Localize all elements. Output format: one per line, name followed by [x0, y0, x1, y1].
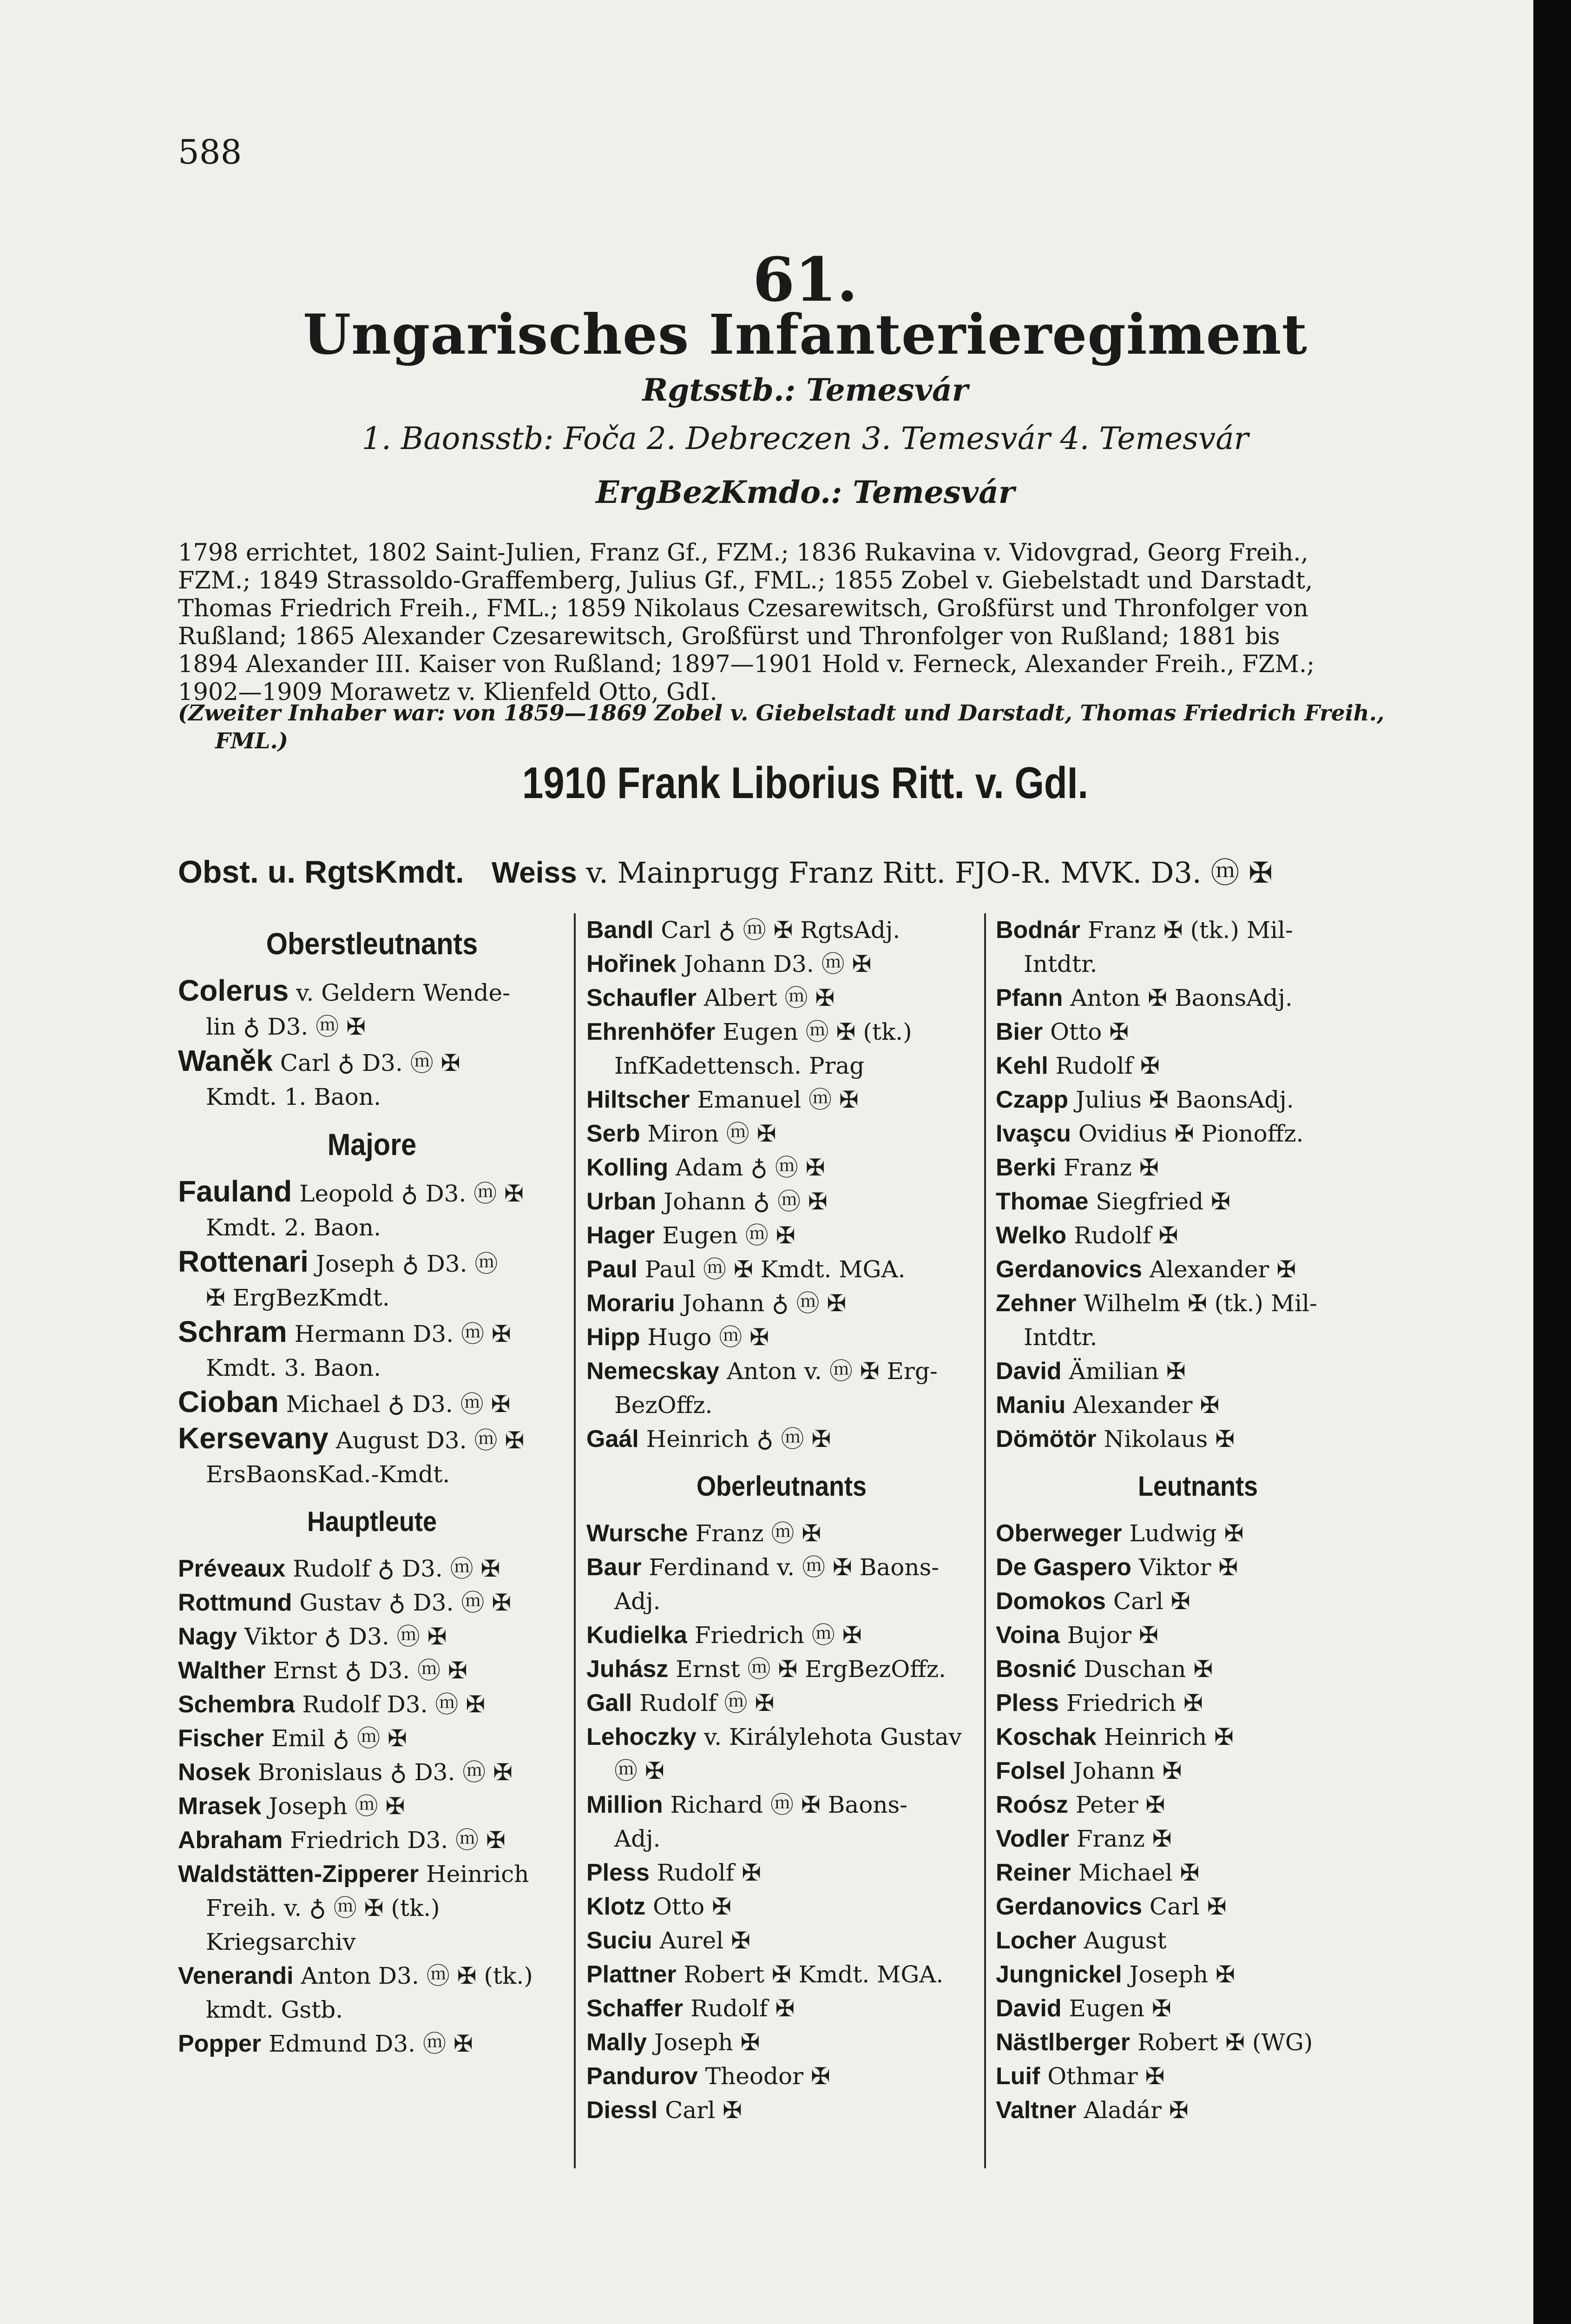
- officer-surname: Paul: [586, 1256, 638, 1283]
- officer-details: Michael ♁ D3. ⓜ ✠: [278, 1391, 511, 1418]
- regiment-title: Ungarisches Infanterieregiment: [303, 302, 1308, 367]
- officer-surname: Schram: [178, 1315, 287, 1348]
- officer-details-continued: Intdtr.: [1024, 951, 1098, 977]
- officer-details-continued: ⓜ ✠: [614, 1757, 664, 1784]
- officer-surname: Hiltscher: [586, 1086, 690, 1113]
- officer-entry: [178, 1688, 566, 1722]
- officer-details: Paul ⓜ ✠ Kmdt. MGA.: [637, 1256, 906, 1283]
- officer-details: v. Geldern Wende-: [289, 979, 510, 1006]
- officer-details: Johann ♁ ⓜ ✠: [656, 1188, 828, 1215]
- officer-entry: [996, 2026, 1400, 2060]
- officer-entry: [996, 1083, 1400, 1117]
- officer-details: Viktor ✠: [1131, 1554, 1238, 1581]
- commander-label: Obst. u. RgtsKmdt.: [178, 854, 464, 890]
- officer-details: Joseph ✠: [1122, 1961, 1235, 1988]
- page-number: 588: [178, 132, 242, 172]
- officer-details: Rudolf ✠: [1048, 1052, 1160, 1079]
- officer-entry: [996, 1517, 1400, 1551]
- history-line: FZM.; 1849 Strassoldo-Graffemberg, Julius Gf., FML.; 1855 Zobel v. Giebelstadt und Darstadt,: [178, 567, 1313, 594]
- officer-details: Johann D3. ⓜ ✠: [676, 951, 872, 977]
- officer-details: Bujor ✠: [1059, 1622, 1158, 1649]
- officer-entry: [586, 1083, 977, 1117]
- officer-surname: Pfann: [996, 984, 1063, 1011]
- officer-details: Carl ✠: [657, 2097, 742, 2124]
- officer-surname: Czapp: [996, 1086, 1068, 1113]
- officer-surname: Bandl: [586, 917, 654, 944]
- officer-surname: Plattner: [586, 1961, 677, 1988]
- officer-details: Othmar ✠: [1040, 2063, 1165, 2090]
- regiment-staff-location: Rgtsstb.: Temesvár: [642, 372, 968, 408]
- officer-surname: Nagy: [178, 1623, 237, 1650]
- officer-surname: Waldstätten-Zipperer: [178, 1861, 419, 1888]
- officer-details: Anton v. ⓜ ✠ Erg-: [719, 1358, 938, 1385]
- officer-details: Carl ♁ D3. ⓜ ✠: [272, 1050, 460, 1076]
- officer-details: Heinrich ♁ ⓜ ✠: [638, 1426, 831, 1452]
- officer-entry: [996, 1720, 1400, 1754]
- battalion-locations: 1. Baonsstb: Foča 2. Debreczen 3. Temesvár 4. Temesvár: [362, 421, 1249, 456]
- officer-surname: Walther: [178, 1657, 266, 1684]
- section-heading-oberleutnants: Oberleutnants: [696, 1471, 867, 1502]
- officer-details: Eugen ⓜ ✠ (tk.): [715, 1018, 912, 1045]
- officer-details-continued: ✠ ErgBezKmdt.: [206, 1284, 390, 1311]
- column-1: [178, 913, 566, 2061]
- officer-surname: Maniu: [996, 1392, 1066, 1419]
- officer-details: Anton D3. ⓜ ✠ (tk.): [293, 1962, 533, 1989]
- officer-entry: [996, 913, 1400, 981]
- officer-details: Hermann D3. ⓜ ✠: [287, 1320, 511, 1347]
- officer-surname: Schaufler: [586, 984, 697, 1011]
- history-line: Rußland; 1865 Alexander Czesarewitsch, Großfürst und Thronfolger von Rußland; 1881 bis: [178, 623, 1280, 650]
- officer-details: Rudolf ✠: [649, 1859, 762, 1886]
- officer-entry: [178, 2027, 566, 2061]
- officer-entry: [586, 1992, 977, 2026]
- officer-details: Joseph ✠: [647, 2029, 760, 2056]
- officer-details: Joseph ♁ D3. ⓜ: [308, 1250, 498, 1277]
- officer-entry: [178, 1552, 566, 1586]
- officer-details: Ernst ⓜ ✠ ErgBezOffz.: [668, 1656, 946, 1683]
- officer-surname: Pless: [586, 1859, 650, 1886]
- commander-line: [178, 850, 1433, 891]
- officer-entry: [586, 981, 977, 1015]
- officer-entry: [996, 1151, 1400, 1185]
- officer-surname: Reiner: [996, 1859, 1071, 1886]
- officer-surname: Zehner: [996, 1290, 1077, 1317]
- officer-surname: Oberweger: [996, 1520, 1122, 1547]
- officer-entry: [996, 1958, 1400, 1992]
- officer-details: Eugen ✠: [1061, 1995, 1171, 2022]
- officer-entry: [996, 1253, 1400, 1287]
- officer-details: Friedrich ⓜ ✠: [687, 1622, 862, 1649]
- officer-surname: Welko: [996, 1222, 1067, 1249]
- officer-details: Leopold ♁ D3. ⓜ ✠: [292, 1180, 524, 1207]
- officer-surname: Mrasek: [178, 1793, 262, 1820]
- regiment-owner: 1910 Frank Liborius Ritt. v. GdI.: [522, 758, 1089, 808]
- officer-details: Nikolaus ✠: [1096, 1426, 1235, 1452]
- officer-details-continued: BezOffz.: [614, 1392, 713, 1419]
- column-divider: [984, 913, 986, 2168]
- officer-details: Miron ⓜ ✠: [640, 1120, 776, 1147]
- officer-details: Theodor ✠: [697, 2063, 830, 2090]
- officer-entry: [996, 2060, 1400, 2093]
- officer-entry: [996, 2093, 1400, 2127]
- officer-details: Emil ♁ ⓜ ✠: [263, 1725, 407, 1752]
- officer-details-continued: Freih. v. ♁ ⓜ ✠ (tk.): [206, 1895, 440, 1921]
- officer-details: Ovidius ✠ Pionoffz.: [1071, 1120, 1304, 1147]
- officer-surname: Jungnickel: [996, 1961, 1122, 1988]
- officer-details: Franz ⓜ ✠: [688, 1520, 822, 1547]
- officer-details: Ludwig ✠: [1122, 1520, 1244, 1547]
- officer-entry: [586, 1618, 977, 1652]
- officer-surname: Domokos: [996, 1588, 1106, 1615]
- regiment-number: 61.: [752, 244, 858, 315]
- officer-entry: [586, 1788, 977, 1856]
- officer-entry: [996, 1856, 1400, 1890]
- officer-surname: Bosnić: [996, 1656, 1077, 1683]
- history-paragraph: [178, 539, 1391, 706]
- officer-details-continued: Adj.: [614, 1825, 661, 1852]
- officer-entry: [996, 1788, 1400, 1822]
- officer-surname: Gaál: [586, 1426, 639, 1452]
- officer-entry: [996, 1015, 1400, 1049]
- officer-details-continued: Adj.: [614, 1588, 661, 1615]
- officer-details: Duschan ✠: [1076, 1656, 1213, 1683]
- officer-details: Ernst ♁ D3. ⓜ ✠: [265, 1657, 467, 1684]
- officer-details: Wilhelm ✠ (tk.) Mil-: [1076, 1290, 1317, 1317]
- officer-surname: David: [996, 1995, 1062, 2022]
- officer-surname: Lehoczky: [586, 1723, 697, 1750]
- officer-details: v. Királylehota Gustav: [696, 1723, 962, 1750]
- second-owner-note: [178, 700, 1391, 755]
- officer-details: Alexander ✠: [1065, 1392, 1220, 1419]
- officer-surname: David: [996, 1358, 1062, 1385]
- officer-entry: [996, 1618, 1400, 1652]
- officer-entry: [586, 1890, 977, 1924]
- officer-details-continued: Intdtr.: [1024, 1324, 1098, 1351]
- ergbez-command: ErgBezKmdo.: Temesvár: [596, 474, 1015, 510]
- officer-surname: Schembra: [178, 1691, 295, 1718]
- officer-details-continued: Kmdt. 3. Baon.: [206, 1354, 381, 1381]
- officer-details: Franz ✠ (tk.) Mil-: [1080, 917, 1293, 944]
- officer-details: Ämilian ✠: [1061, 1358, 1186, 1385]
- officer-entry: [586, 1320, 977, 1354]
- officer-entry: [586, 1015, 977, 1083]
- officer-surname: Bier: [996, 1018, 1043, 1045]
- officer-details: Edmund D3. ⓜ ✠: [261, 2030, 473, 2057]
- officer-entry: [178, 1385, 566, 1421]
- officer-entry: [586, 1422, 977, 1456]
- officer-entry: [996, 1551, 1400, 1585]
- officer-entry: [586, 1517, 977, 1551]
- officer-surname: Mally: [586, 2029, 647, 2056]
- officer-surname: Venerandi: [178, 1962, 294, 1989]
- officer-entry: [586, 913, 977, 947]
- officer-details: Joseph ⓜ ✠: [261, 1793, 405, 1820]
- officer-entry: [178, 1654, 566, 1688]
- officer-surname: Folsel: [996, 1757, 1066, 1784]
- officer-details: Franz ✠: [1069, 1825, 1172, 1852]
- officer-surname: De Gaspero: [996, 1554, 1131, 1581]
- officer-entry: [996, 1822, 1400, 1856]
- officer-details: Hugo ⓜ ✠: [640, 1324, 769, 1351]
- officer-surname: Suciu: [586, 1927, 652, 1954]
- officer-entry: [996, 1354, 1400, 1388]
- officer-details: Otto ✠: [645, 1893, 732, 1920]
- officer-details: Aurel ✠: [652, 1927, 751, 1954]
- officer-surname: Diessl: [586, 2097, 658, 2124]
- officer-entry: [586, 2026, 977, 2060]
- officer-entry: [586, 1686, 977, 1720]
- officer-entry: [178, 1857, 566, 1959]
- officer-details: Rudolf ⓜ ✠: [632, 1690, 775, 1717]
- officer-surname: Million: [586, 1791, 663, 1818]
- officer-details: Rudolf ♁ D3. ⓜ ✠: [285, 1555, 500, 1582]
- officer-entry: [996, 1890, 1400, 1924]
- officer-details: Rudolf ✠: [683, 1995, 795, 2022]
- officer-details: Gustav ♁ D3. ⓜ ✠: [292, 1589, 512, 1616]
- officer-details: Robert ✠ (WG): [1130, 2029, 1313, 2056]
- section-heading-hauptleute: Hauptleute: [307, 1506, 437, 1537]
- officer-entry: [586, 1117, 977, 1151]
- officer-details: Alexander ✠: [1142, 1256, 1296, 1283]
- officer-entry: [178, 1586, 566, 1620]
- officer-entry: [178, 1823, 566, 1857]
- officer-details: Anton ✠ BaonsAdj.: [1063, 984, 1293, 1011]
- officer-surname: Nästlberger: [996, 2029, 1130, 2056]
- officer-details: Heinrich ✠: [1096, 1723, 1234, 1750]
- officer-surname: Waněk: [178, 1044, 273, 1077]
- officer-surname: Juhász: [586, 1656, 669, 1683]
- officer-entry: [178, 1756, 566, 1789]
- officer-details-continued: kmdt. Gstb.: [206, 1996, 343, 2023]
- officer-entry: [996, 1388, 1400, 1422]
- officer-entry: [586, 947, 977, 981]
- commander-details: v. Mainprugg Franz Ritt. FJO-R. MVK. D3. ⓜ ✠: [586, 856, 1273, 890]
- officer-entry: [178, 1789, 566, 1823]
- officer-surname: Gerdanovics: [996, 1256, 1143, 1283]
- officer-entry: [586, 1287, 977, 1320]
- officer-entry: [996, 1652, 1400, 1686]
- officer-entry: [586, 1720, 977, 1788]
- officer-entry: [586, 1219, 977, 1253]
- column-2: [586, 913, 977, 2127]
- officer-surname: Wursche: [586, 1520, 688, 1547]
- officer-surname: Nosek: [178, 1759, 251, 1786]
- officer-entry: [178, 1959, 566, 2027]
- note-line: (Zweiter Inhaber war: von 1859—1869 Zobel v. Giebelstadt und Darstadt, Thomas Friedrich Freih.,: [178, 700, 1385, 726]
- officer-entry: [586, 1551, 977, 1618]
- history-line: 1798 errichtet, 1802 Saint-Julien, Franz Gf., FZM.; 1836 Rukavina v. Vidovgrad, Georg Freih.,: [178, 539, 1308, 567]
- officer-entry: [178, 974, 566, 1044]
- section-heading-leutnants: Leutnants: [1137, 1471, 1258, 1502]
- officer-entry: [586, 1856, 977, 1890]
- officer-details: Franz ✠: [1056, 1154, 1159, 1181]
- officer-surname: Serb: [586, 1120, 640, 1147]
- note-line: FML.): [215, 728, 289, 754]
- officer-surname: Ivaşcu: [996, 1120, 1071, 1147]
- officer-details: Aladár ✠: [1076, 2097, 1189, 2124]
- officer-entry: [996, 1287, 1400, 1354]
- officer-surname: Schaffer: [586, 1995, 684, 2022]
- officer-surname: Ehrenhöfer: [586, 1018, 716, 1045]
- officer-surname: Valtner: [996, 2097, 1077, 2124]
- officer-details: Bronislaus ♁ D3. ⓜ ✠: [250, 1759, 513, 1786]
- officer-surname: Fischer: [178, 1725, 264, 1752]
- officer-entry: [586, 2060, 977, 2093]
- officer-entry: [586, 1958, 977, 1992]
- officer-surname: Colerus: [178, 974, 289, 1007]
- officer-surname: Popper: [178, 2030, 262, 2057]
- officer-details: Siegfried ✠: [1088, 1188, 1230, 1215]
- officer-details: Rudolf D3. ⓜ ✠: [295, 1691, 486, 1718]
- officer-surname: Gerdanovics: [996, 1893, 1143, 1920]
- officer-details: Otto ✠: [1043, 1018, 1129, 1045]
- officer-details: Johann ♁ ⓜ ✠: [675, 1290, 847, 1317]
- officer-surname: Voina: [996, 1622, 1060, 1649]
- officer-details: Rudolf ✠: [1066, 1222, 1178, 1249]
- officer-surname: Hager: [586, 1222, 655, 1249]
- section-heading-majore: Majore: [327, 1127, 417, 1162]
- officer-entry: [996, 1117, 1400, 1151]
- officer-surname: Kehl: [996, 1052, 1048, 1079]
- officer-surname: Thomae: [996, 1188, 1089, 1215]
- officer-entry: [586, 2093, 977, 2127]
- officer-surname: Cioban: [178, 1385, 279, 1419]
- officer-surname: Hipp: [586, 1324, 640, 1351]
- officer-entry: [178, 1620, 566, 1654]
- officer-entry: [996, 1754, 1400, 1788]
- officer-details-continued: Kmdt. 2. Baon.: [206, 1214, 381, 1241]
- officer-entry: [586, 1354, 977, 1422]
- officer-surname: Bodnár: [996, 917, 1080, 944]
- history-line: 1902—1909 Morawetz v. Klienfeld Otto, GdI.: [178, 679, 717, 706]
- officer-details: Carl ✠: [1105, 1588, 1190, 1615]
- officer-details: August: [1076, 1927, 1167, 1954]
- officer-entry: [586, 1185, 977, 1219]
- officer-entry: [178, 1044, 566, 1114]
- officer-entry: [586, 1924, 977, 1958]
- officer-entry: [586, 1652, 977, 1686]
- officer-entry: [586, 1253, 977, 1287]
- officer-details-continued: Kriegsarchiv: [206, 1928, 356, 1955]
- officer-entry: [996, 1219, 1400, 1253]
- officer-entry: [996, 1992, 1400, 2026]
- officer-surname: Fauland: [178, 1175, 292, 1208]
- history-line: Thomas Friedrich Freih., FML.; 1859 Nikolaus Czesarewitsch, Großfürst und Thronfolger von: [178, 595, 1308, 622]
- officer-entry: [178, 1315, 566, 1385]
- officer-surname: Berki: [996, 1154, 1057, 1181]
- officer-surname: Rottmund: [178, 1589, 292, 1616]
- officer-details: Carl ✠: [1142, 1893, 1227, 1920]
- section-heading-oberstleutnants: Oberstleutnants: [266, 926, 478, 961]
- officer-surname: Baur: [586, 1554, 642, 1581]
- officer-surname: Vodler: [996, 1825, 1069, 1852]
- officer-entry: [586, 1151, 977, 1185]
- officer-surname: Hořinek: [586, 951, 677, 977]
- officer-surname: Gall: [586, 1690, 632, 1717]
- officer-surname: Roósz: [996, 1791, 1068, 1818]
- officer-entry: [996, 981, 1400, 1015]
- officer-details: Friedrich D3. ⓜ ✠: [283, 1827, 506, 1854]
- officer-details: Peter ✠: [1068, 1791, 1165, 1818]
- officer-details-continued: lin ♁ D3. ⓜ ✠: [206, 1013, 366, 1040]
- officer-details: Ferdinand v. ⓜ ✠ Baons-: [641, 1554, 940, 1581]
- officer-entry: [996, 1924, 1400, 1958]
- officer-surname: Morariu: [586, 1290, 675, 1317]
- officer-details: Michael ✠: [1071, 1859, 1200, 1886]
- officer-surname: Kudielka: [586, 1622, 687, 1649]
- officer-details: Robert ✠ Kmdt. MGA.: [676, 1961, 944, 1988]
- officer-details: Richard ⓜ ✠ Baons-: [663, 1791, 908, 1818]
- officer-surname: Kolling: [586, 1154, 669, 1181]
- officer-details: Julius ✠ BaonsAdj.: [1068, 1086, 1294, 1113]
- officer-surname: Nemecskay: [586, 1358, 720, 1385]
- officer-surname: Kersevany: [178, 1421, 329, 1455]
- officer-details: Carl ♁ ⓜ ✠ RgtsAdj.: [653, 917, 901, 944]
- commander-name: Weiss: [491, 856, 577, 889]
- officer-entry: [996, 1686, 1400, 1720]
- officer-surname: Pandurov: [586, 2063, 698, 2090]
- officer-entry: [996, 1585, 1400, 1618]
- column-3: [996, 913, 1400, 2127]
- officer-entry: [996, 1422, 1400, 1456]
- officer-entry: [996, 1185, 1400, 1219]
- officer-details-continued: InfKadettensch. Prag: [614, 1052, 865, 1079]
- officer-entry: [178, 1421, 566, 1492]
- scan-edge: [1533, 0, 1571, 2324]
- officer-details-continued: ErsBaonsKad.-Kmdt.: [206, 1461, 450, 1488]
- officer-details: August D3. ⓜ ✠: [328, 1427, 525, 1454]
- officer-surname: Préveaux: [178, 1555, 286, 1582]
- officer-details-continued: Kmdt. 1. Baon.: [206, 1083, 381, 1110]
- officer-details: Johann ✠: [1065, 1757, 1182, 1784]
- officer-surname: Urban: [586, 1188, 657, 1215]
- officer-details: Eugen ⓜ ✠: [655, 1222, 795, 1249]
- officer-entry: [178, 1245, 566, 1315]
- officer-details: Heinrich: [419, 1861, 529, 1888]
- officer-entry: [178, 1175, 566, 1245]
- officer-details: Albert ⓜ ✠: [696, 984, 835, 1011]
- officer-surname: Luif: [996, 2063, 1040, 2090]
- history-line: 1894 Alexander III. Kaiser von Rußland; 1897—1901 Hold v. Ferneck, Alexander Freih., FZM.;: [178, 651, 1315, 678]
- officer-entry: [178, 1722, 566, 1756]
- officer-details: Friedrich ✠: [1058, 1690, 1203, 1717]
- officer-details: Adam ♁ ⓜ ✠: [668, 1154, 825, 1181]
- officer-surname: Abraham: [178, 1827, 283, 1854]
- officer-surname: Koschak: [996, 1723, 1097, 1750]
- officer-surname: Dömötör: [996, 1426, 1097, 1452]
- officer-surname: Locher: [996, 1927, 1077, 1954]
- officer-surname: Rottenari: [178, 1245, 309, 1278]
- officer-entry: [996, 1049, 1400, 1083]
- officer-details: Emanuel ⓜ ✠: [690, 1086, 859, 1113]
- officer-surname: Klotz: [586, 1893, 646, 1920]
- officer-surname: Pless: [996, 1690, 1059, 1717]
- officer-details: Viktor ♁ D3. ⓜ ✠: [237, 1623, 447, 1650]
- column-divider: [574, 913, 576, 2168]
